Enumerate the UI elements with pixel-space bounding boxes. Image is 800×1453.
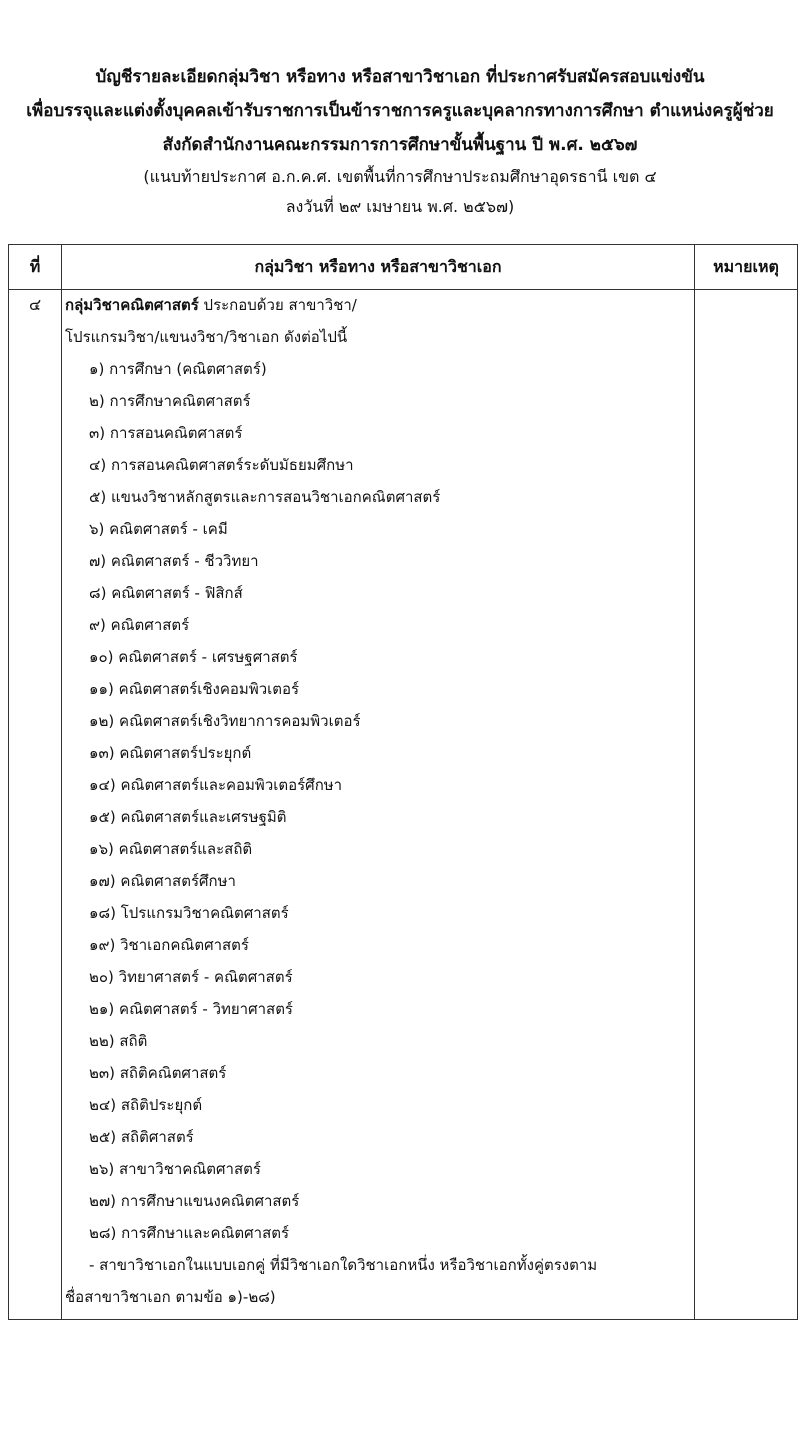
subject-item: ๑) การศึกษา (คณิตศาสตร์) [89, 360, 267, 378]
subject-table [8, 244, 798, 1320]
subject-item: ๑๐) คณิตศาสตร์ - เศรษฐศาสตร์ [89, 648, 298, 666]
subject-item: ๒๕) สถิติศาสตร์ [89, 1128, 194, 1146]
subject-item: ๑๕) คณิตศาสตร์และเศรษฐมิติ [89, 808, 287, 826]
header-reference-line2: ลงวันที่ ๒๙ เมษายน พ.ศ. ๒๕๖๗) [285, 197, 515, 216]
subject-item: ๑๑) คณิตศาสตร์เชิงคอมพิวเตอร์ [89, 680, 300, 698]
subject-item: ๓) การสอนคณิตศาสตร์ [89, 424, 243, 442]
subject-item: ๒๗) การศึกษาแขนงคณิตศาสตร์ [89, 1192, 300, 1210]
column-header-subject: กลุ่มวิชา หรือทาง หรือสาขาวิชาเอก [254, 257, 502, 276]
subject-item: ๑๙) วิชาเอกคณิตศาสตร์ [89, 936, 249, 954]
header-reference-line1: (แนบท้ายประกาศ อ.ก.ค.ศ. เขตพื้นที่การศึกษาประถมศึกษาอุดรธานี เขต ๔ [143, 167, 657, 186]
subject-item: ๑๔) คณิตศาสตร์และคอมพิวเตอร์ศึกษา [89, 776, 343, 794]
subject-item: ๔) การสอนคณิตศาสตร์ระดับมัธยมศึกษา [89, 456, 354, 474]
header-title-line1: บัญชีรายละเอียดกลุ่มวิชา หรือทาง หรือสาขาวิชาเอก ที่ประกาศรับสมัครสอบแข่งขัน [95, 67, 705, 87]
subject-item: ๙) คณิตศาสตร์ [89, 616, 190, 634]
header-title-line2: เพื่อบรรจุและแต่งตั้งบุคคลเข้ารับราชการเป็นข้าราชการครูและบุคลากรทางการศึกษา ตำแหน่งครูผู้ช่วย [26, 101, 774, 121]
subject-item: ๒๑) คณิตศาสตร์ - วิทยาศาสตร์ [89, 1000, 293, 1018]
subject-item: ๑๓) คณิตศาสตร์ประยุกต์ [89, 744, 252, 762]
subject-item: ๒) การศึกษาคณิตศาสตร์ [89, 392, 251, 410]
subject-list [65, 289, 695, 1313]
subject-item: ๒๘) การศึกษาและคณิตศาสตร์ [89, 1224, 290, 1242]
subject-item: ๑๗) คณิตศาสตร์ศึกษา [89, 872, 236, 890]
group-heading [65, 289, 695, 321]
subject-item: ๒๓) สถิติคณิตศาสตร์ [89, 1064, 227, 1082]
group-title: กลุ่มวิชาคณิตศาสตร์ [65, 296, 199, 314]
column-header-note: หมายเหตุ [713, 257, 779, 276]
subject-item: ๘) คณิตศาสตร์ - ฟิสิกส์ [89, 584, 243, 602]
column-header-no: ที่ [29, 257, 41, 276]
group-intro: ประกอบด้วย สาขาวิชา/ [198, 296, 357, 314]
subject-item: ๑๒) คณิตศาสตร์เชิงวิทยาการคอมพิวเตอร์ [89, 712, 361, 730]
subject-items [65, 353, 695, 1249]
header-title-line3: สังกัดสำนักงานคณะกรรมการการศึกษาขั้นพื้นฐาน ปี พ.ศ. ๒๕๖๗ [162, 135, 638, 155]
row-number: ๔ [28, 295, 42, 314]
subject-item: ๖) คณิตศาสตร์ - เคมี [89, 520, 228, 538]
note-line2: ชื่อสาขาวิชาเอก ตามข้อ ๑)-๒๘) [65, 1288, 276, 1306]
subject-item: ๕) แขนงวิชาหลักสูตรและการสอนวิชาเอกคณิตศาสตร์ [89, 488, 441, 506]
note-line1: - สาขาวิชาเอกในแบบเอกคู่ ที่มีวิชาเอกใดวิชาเอกหนึ่ง หรือวิชาเอกทั้งคู่ตรงตาม [89, 1256, 598, 1274]
group-intro-line2: โปรแกรมวิชา/แขนงวิชา/วิชาเอก ดังต่อไปนี้ [65, 328, 348, 346]
subject-item: ๑๖) คณิตศาสตร์และสถิติ [89, 840, 253, 858]
subject-item: ๒๐) วิทยาศาสตร์ - คณิตศาสตร์ [89, 968, 293, 986]
document-header [0, 60, 800, 222]
table-column-divider [61, 245, 62, 1319]
subject-item: ๒๔) สถิติประยุกต์ [89, 1096, 203, 1114]
subject-item: ๒๒) สถิติ [89, 1032, 148, 1050]
subject-item: ๑๘) โปรแกรมวิชาคณิตศาสตร์ [89, 904, 289, 922]
subject-item: ๗) คณิตศาสตร์ - ชีววิทยา [89, 552, 259, 570]
subject-item: ๒๖) สาขาวิชาคณิตศาสตร์ [89, 1160, 261, 1178]
